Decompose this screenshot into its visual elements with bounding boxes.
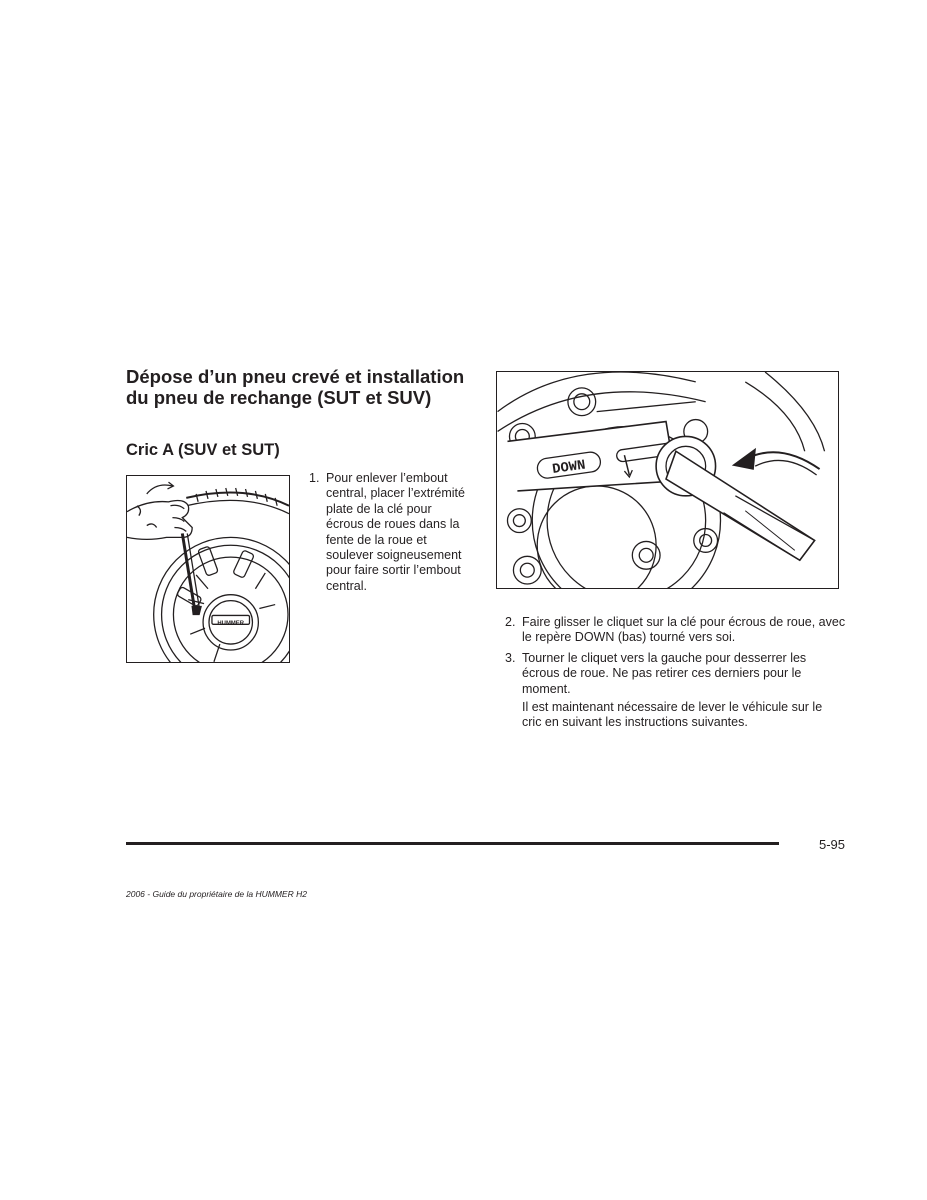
page-number: 5-95 [818,837,845,852]
ratchet-drawing [497,372,838,588]
illustration-ratchet-down [496,371,839,589]
down-marking-text: DOWN [551,457,587,479]
step-1-number: 1. [309,471,320,485]
illustration-remove-center-cap [126,475,290,663]
section-subheading: Cric A (SUV et SUT) [126,441,280,459]
step-1 [309,471,469,594]
step-3-number: 3. [505,651,516,665]
step-1-text: Pour enlever l’embout central, placer l’extrémité plate de la clé pour écrous de roues dans la fente de la roue et soulever soigneusement pour faire sortir l’embout central. [326,471,465,593]
jacking-note: Il est maintenant nécessaire de lever le véhicule sur le cric en suivant les instructions suivantes. [522,700,823,730]
page-divider [126,842,779,845]
step-2 [505,615,847,646]
wheel-cap-drawing [127,476,289,662]
section-heading: Dépose d’un pneu crevé et installation du pneu de rechange (SUT et SUV) [126,366,465,408]
step-2-number: 2. [505,615,516,629]
page-footer: 2006 - Guide du propriétaire de la HUMMER H2 [126,889,307,899]
step-3 [505,651,847,697]
hummer-badge-text: HUMMER [217,620,245,627]
step-2-text: Faire glisser le cliquet sur la clé pour écrous de roue, avec le repère DOWN (bas) tourné vers soi. [522,615,846,645]
step-3-text: Tourner le cliquet vers la gauche pour desserrer les écrous de roue. Ne pas retirer ces derniers pour le moment. [522,651,807,696]
